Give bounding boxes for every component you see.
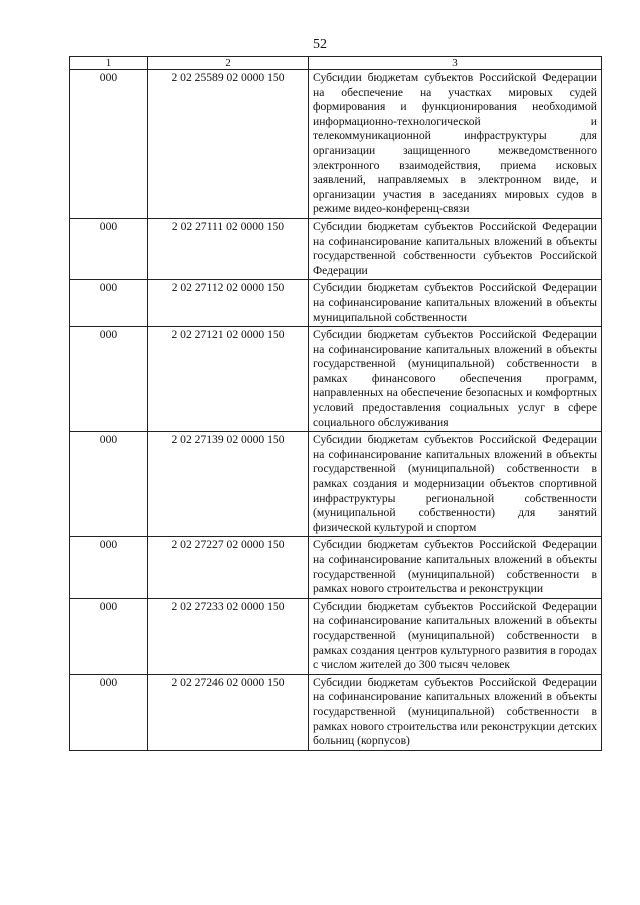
budget-code-cell: 2 02 27139 02 0000 150 [148, 432, 309, 537]
column-header-2: 2 [148, 57, 309, 70]
budget-code-cell: 2 02 27227 02 0000 150 [148, 537, 309, 598]
table-row [70, 70, 602, 219]
admin-code-cell: 000 [70, 70, 148, 219]
admin-code-cell: 000 [70, 218, 148, 279]
budget-code-cell: 2 02 27112 02 0000 150 [148, 280, 309, 327]
admin-code-cell: 000 [70, 432, 148, 537]
table-row [70, 598, 602, 674]
description-cell: Субсидии бюджетам субъектов Российской Федерации на софинансирование капитальных вложений в объекты государственной (муниципальной) собственности в рамках создания и модернизации объектов спортивной инфраструктуры региональной собственности (муниципальной собственности) для занятий физической культурой и спортом [309, 432, 602, 537]
admin-code-cell: 000 [70, 327, 148, 432]
page-number: 52 [313, 37, 327, 52]
table-row [70, 280, 602, 327]
description-cell: Субсидии бюджетам субъектов Российской Федерации на обеспечение на участках мировых судей формирования и функционирования необходимой информационно-технологической и телекоммуникационной инфраструктуры для организации защищенного межведомственного электронного взаимодействия, приема исковых заявлений, направляемых в электронном виде, и организации участия в заседаниях мировых судов в режиме видео-конференц-связи [309, 70, 602, 219]
description-cell: Субсидии бюджетам субъектов Российской Федерации на софинансирование капитальных вложений в объекты государственной (муниципальной) собственности в рамках нового строительства и реконструкции [309, 537, 602, 598]
description-cell: Субсидии бюджетам субъектов Российской Федерации на софинансирование капитальных вложений в объекты государственной собственности субъектов Российской Федерации [309, 218, 602, 279]
table-row [70, 218, 602, 279]
table-row [70, 327, 602, 432]
description-cell: Субсидии бюджетам субъектов Российской Федерации на софинансирование капитальных вложений в объекты государственной (муниципальной) собственности в рамках нового строительства или реконструкции детских больниц (корпусов) [309, 674, 602, 750]
description-cell: Субсидии бюджетам субъектов Российской Федерации на софинансирование капитальных вложений в объекты муниципальной собственности [309, 280, 602, 327]
admin-code-cell: 000 [70, 674, 148, 750]
budget-code-cell: 2 02 27121 02 0000 150 [148, 327, 309, 432]
column-header-3: 3 [309, 57, 602, 70]
column-header-1: 1 [70, 57, 148, 70]
table-row [70, 432, 602, 537]
table-header-row [70, 57, 602, 70]
budget-classification-table [69, 56, 602, 751]
admin-code-cell: 000 [70, 280, 148, 327]
budget-code-cell: 2 02 27111 02 0000 150 [148, 218, 309, 279]
admin-code-cell: 000 [70, 537, 148, 598]
admin-code-cell: 000 [70, 598, 148, 674]
table-row [70, 537, 602, 598]
budget-code-cell: 2 02 27233 02 0000 150 [148, 598, 309, 674]
description-cell: Субсидии бюджетам субъектов Российской Федерации на софинансирование капитальных вложений в объекты государственной (муниципальной) собственности в рамках создания центров культурного развития в городах с числом жителей до 300 тысяч человек [309, 598, 602, 674]
description-cell: Субсидии бюджетам субъектов Российской Федерации на софинансирование капитальных вложений в объекты государственной (муниципальной) собственности в рамках финансового обеспечения программ, направленных на обеспечение безопасных и комфортных условий предоставления социальных услуг в сфере социального обслуживания [309, 327, 602, 432]
budget-code-cell: 2 02 27246 02 0000 150 [148, 674, 309, 750]
table-row [70, 674, 602, 750]
budget-code-cell: 2 02 25589 02 0000 150 [148, 70, 309, 219]
